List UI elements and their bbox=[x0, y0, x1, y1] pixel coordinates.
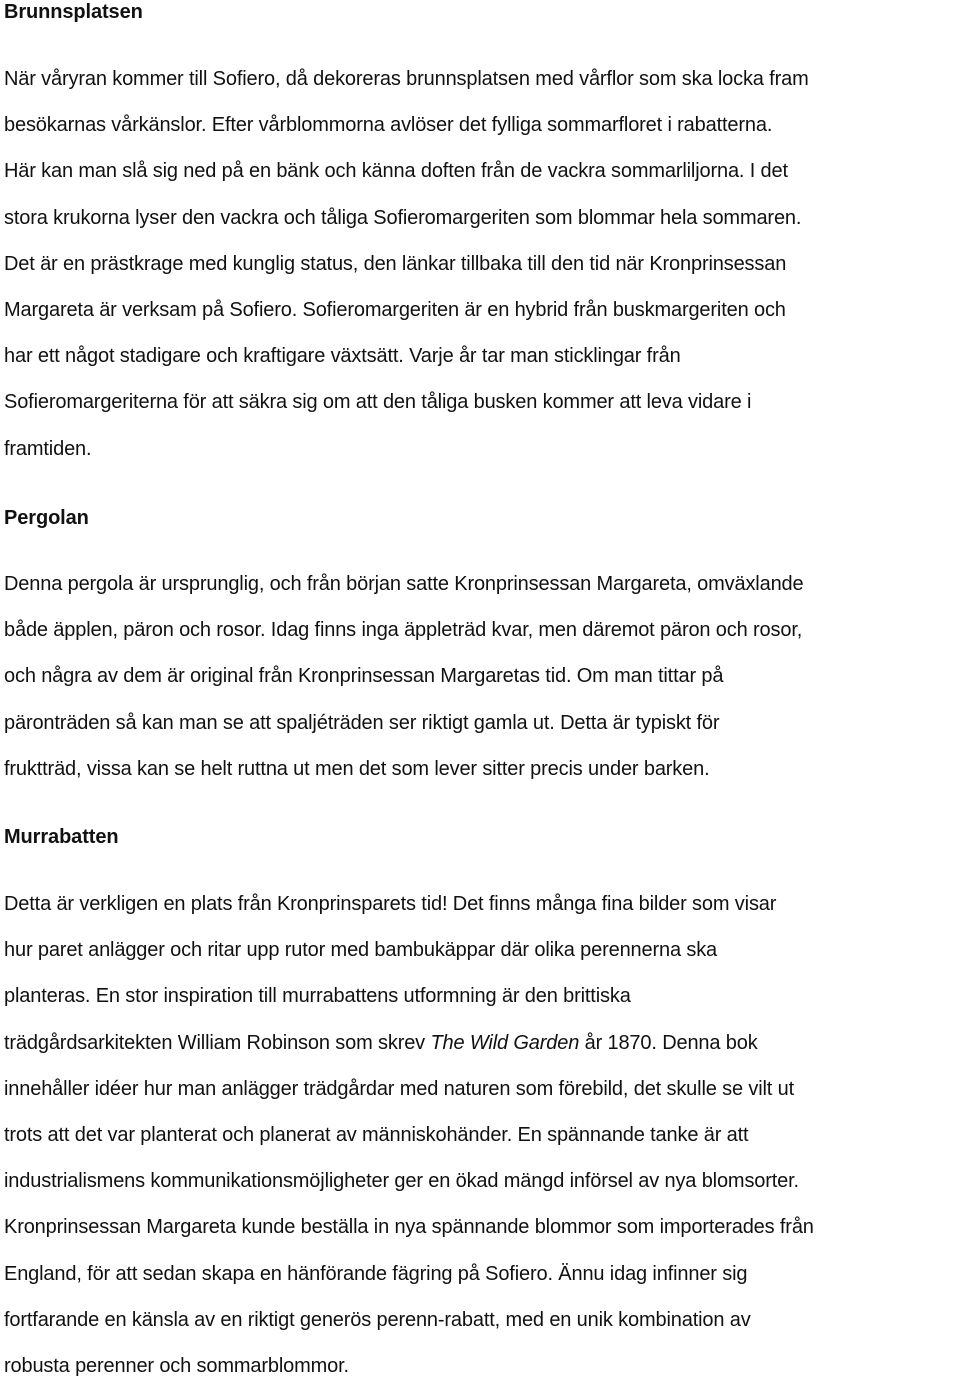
text-line: har ett något stadigare och kraftigare växtsätt. Varje år tar man sticklingar från bbox=[4, 345, 681, 368]
text-line: både äpplen, päron och rosor. Idag finns inga äppleträd kvar, men däremot päron och rosor, bbox=[4, 619, 803, 642]
section-heading-pergolan: Pergolan bbox=[4, 507, 89, 529]
text-line: trots att det var planterat och planerat av människohänder. En spännande tanke är att bbox=[4, 1124, 749, 1147]
book-title: The Wild Garden bbox=[430, 1031, 580, 1054]
text-fragment: år 1870. Denna bok bbox=[579, 1031, 758, 1054]
text-line: Denna pergola är ursprunglig, och från början satte Kronprinsessan Margareta, omväxlande bbox=[4, 573, 804, 595]
text-line: och några av dem är original från Kronprinsessan Margaretas tid. Om man tittar på bbox=[4, 665, 724, 688]
text-line: Margareta är verksam på Sofiero. Sofieromargeriten är en hybrid från buskmargeriten och bbox=[4, 299, 786, 322]
text-line: England, för att sedan skapa en hänförande fägring på Sofiero. Ännu idag infinner sig bbox=[4, 1262, 748, 1285]
text-line-with-book-title bbox=[4, 1020, 814, 1066]
text-line: Kronprinsessan Margareta kunde beställa in nya spännande blommor som importerades från bbox=[4, 1216, 814, 1239]
text-line: Det är en prästkrage med kunglig status, den länkar tillbaka till den tid när Kronprinsessan bbox=[4, 252, 787, 275]
text-line: besökarnas vårkänslor. Efter vårblommorna avlöser det fylliga sommarfloret i rabatterna. bbox=[4, 114, 773, 137]
text-line: Sofieromargeriterna för att säkra sig om att den tåliga busken kommer att leva vidare i bbox=[4, 391, 752, 414]
paragraph-murrabatten bbox=[4, 881, 814, 1389]
section-heading-murrabatten: Murrabatten bbox=[4, 826, 119, 848]
text-line: framtiden. bbox=[4, 437, 92, 460]
text-line: Detta är verkligen en plats från Kronprinsparets tid! Det finns många fina bilder som visar bbox=[4, 893, 777, 915]
text-line: innehåller idéer hur man anlägger trädgårdar med naturen som förebild, det skulle se vilt ut bbox=[4, 1077, 794, 1100]
text-line: Här kan man slå sig ned på en bänk och känna doften från de vackra sommarliljorna. I det bbox=[4, 160, 788, 183]
text-fragment: trädgårdsarkitekten William Robinson som skrev bbox=[4, 1031, 431, 1054]
text-line: planteras. En stor inspiration till murrabattens utformning är den brittiska bbox=[4, 985, 631, 1008]
paragraph-brunnsplatsen bbox=[4, 56, 809, 472]
text-line: fruktträd, vissa kan se helt ruttna ut men det som lever sitter precis under barken. bbox=[4, 757, 710, 780]
text-line: robusta perenner och sommarblommor. bbox=[4, 1355, 349, 1378]
paragraph-pergolan bbox=[4, 561, 804, 792]
text-line: industrialismens kommunikationsmöjligheter ger en ökad mängd införsel av nya blomsorter. bbox=[4, 1170, 799, 1193]
text-line: När våryran kommer till Sofiero, då dekoreras brunnsplatsen med vårflor som ska locka fram bbox=[4, 68, 809, 90]
text-line: fortfarande en känsla av en riktigt generös perenn-rabatt, med en unik kombination av bbox=[4, 1308, 751, 1331]
section-heading-brunnsplatsen: Brunnsplatsen bbox=[4, 1, 143, 23]
text-line: stora krukorna lyser den vackra och tåliga Sofieromargeriten som blommar hela sommaren. bbox=[4, 206, 802, 229]
text-line: hur paret anlägger och ritar upp rutor med bambukäppar där olika perennerna ska bbox=[4, 939, 718, 962]
text-line: päronträden så kan man se att spaljéträden ser riktigt gamla ut. Detta är typiskt för bbox=[4, 711, 720, 734]
